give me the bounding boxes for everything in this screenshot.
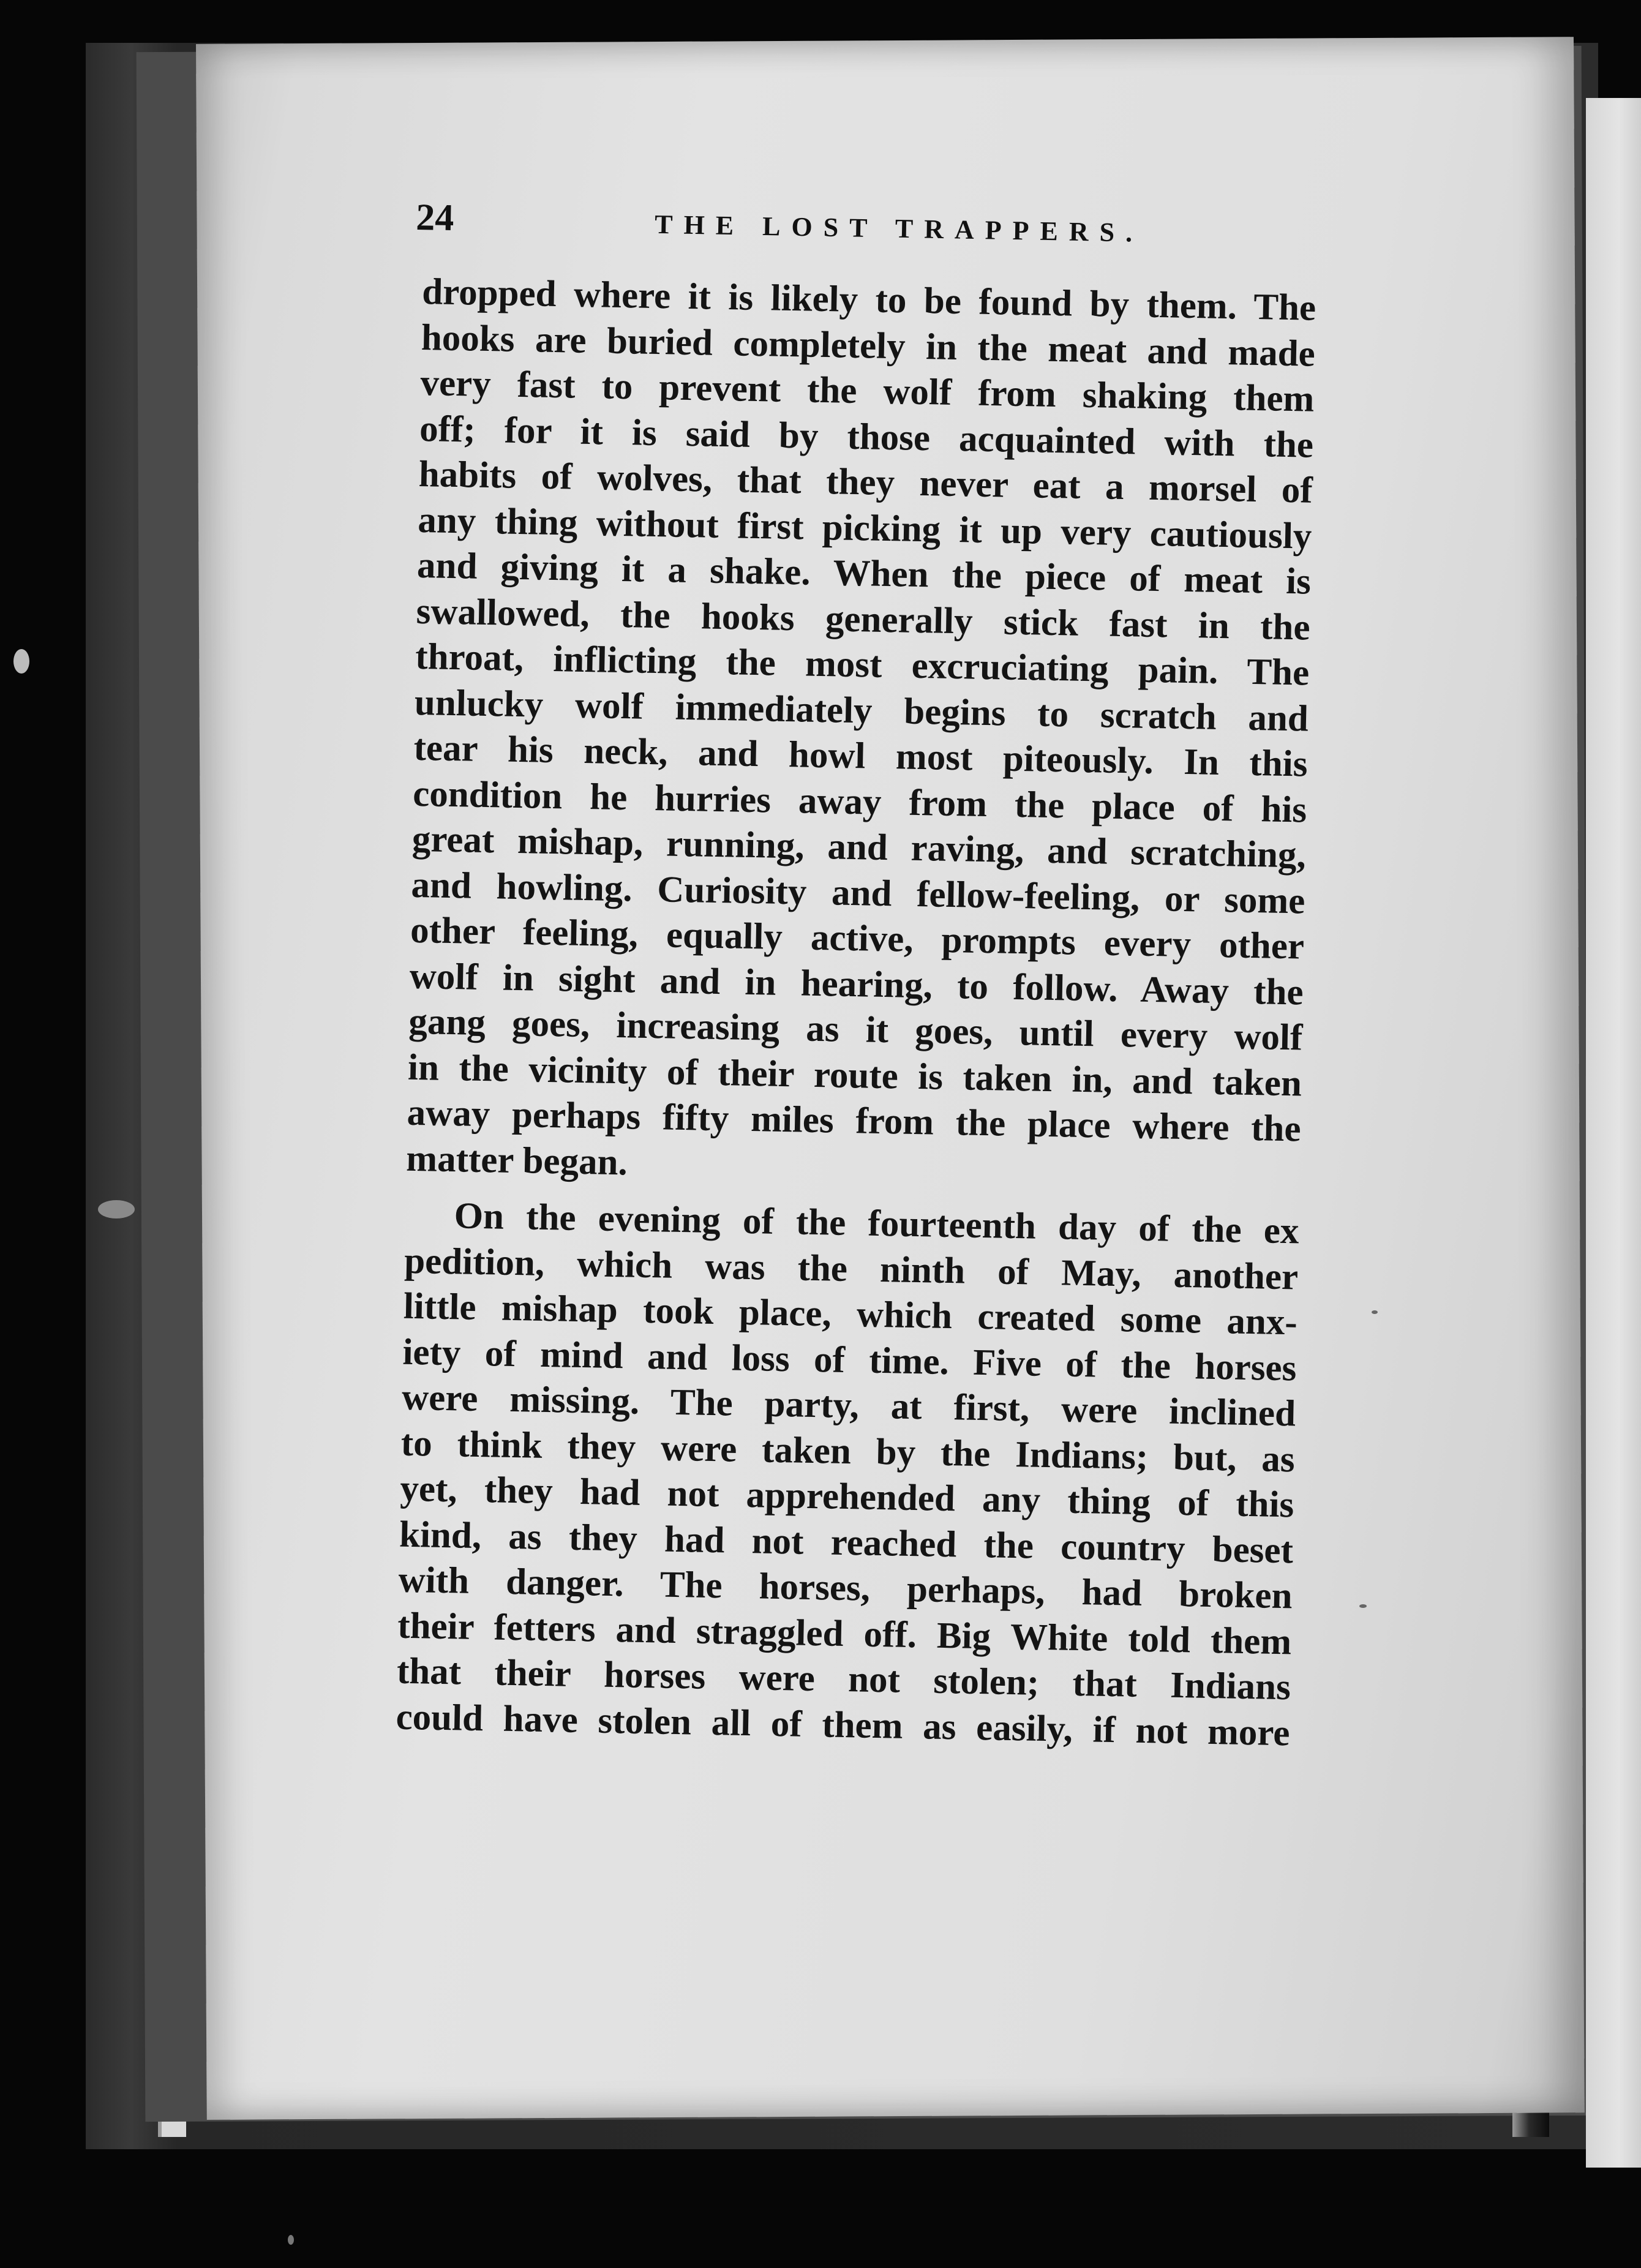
text-line: and giving it a shake. When the piece of meat is	[416, 544, 1312, 603]
text-line: were missing. The party, at first, were inclined	[401, 1376, 1296, 1435]
text-line: matter began.	[405, 1138, 628, 1183]
text-line: habits of wolves, that they never eat a morsel of	[418, 453, 1313, 511]
text-line: wolf in sight and in hearing, to follow. Away the	[409, 955, 1304, 1013]
text-line: On the evening of the fourteenth day of the ex	[454, 1195, 1300, 1252]
text-line: away perhaps fifty miles from the place where the	[407, 1092, 1302, 1150]
running-title: THE LOST TRAPPERS.	[654, 209, 1144, 248]
text-line: in the vicinity of their route is taken in, and taken	[407, 1046, 1302, 1105]
scan-speck	[13, 649, 29, 674]
text-line: with danger. The horses, perhaps, had broken	[398, 1559, 1293, 1617]
body-text	[396, 269, 1316, 1756]
text-line: off; for it is said by those acquainted with the	[419, 408, 1314, 466]
scan-speck	[288, 2235, 294, 2245]
text-line: great mishap, running, and raving, and scratching,	[411, 818, 1307, 876]
text-line: to think they were taken by the Indians; but, as	[400, 1422, 1296, 1480]
text-line: yet, they had not apprehended any thing of this	[399, 1468, 1294, 1526]
facing-page-edge	[1586, 98, 1641, 2168]
text-line: very fast to prevent the wolf from shaking them	[419, 362, 1315, 420]
text-line: condition he hurries away from the place of his	[412, 773, 1307, 831]
text-line: kind, as they had not reached the country beset	[399, 1514, 1294, 1571]
page-number: 24	[415, 196, 454, 239]
scan-speck	[1359, 1604, 1367, 1608]
text-line: that their horses were not stolen; that Indians	[396, 1650, 1291, 1708]
paragraph-1	[406, 269, 1316, 1198]
text-line: swallowed, the hooks generally stick fast in the	[416, 590, 1311, 648]
text-line: throat, inflicting the most excruciating pain. The	[415, 636, 1310, 694]
text-line: other feeling, equally active, prompts every other	[410, 909, 1305, 967]
text-line: their fetters and straggled off. Big White told them	[397, 1605, 1292, 1662]
text-line: pedition, which was the ninth of May, another	[404, 1240, 1299, 1297]
text-line: gang goes, increasing as it goes, until every wolf	[408, 1001, 1303, 1059]
text-line: unlucky wolf immediately begins to scratch and	[414, 682, 1309, 740]
text-line: iety of mind and loss of time. Five of the horses	[402, 1331, 1297, 1389]
text-line: tear his neck, and howl most piteously. In this	[413, 727, 1309, 785]
scan-speck	[1372, 1310, 1378, 1314]
scan-speck	[98, 1200, 135, 1218]
text-line: and howling. Curiosity and fellow-feeling, or some	[410, 864, 1305, 922]
text-line: hooks are buried completely in the meat and made	[421, 317, 1316, 375]
text-line: any thing without first picking it up very cautiously	[417, 499, 1312, 557]
text-line: could have stolen all of them as easily, if not more	[396, 1696, 1291, 1754]
text-line: dropped where it is likely to be found by them. The	[421, 271, 1316, 329]
text-line: little mishap took place, which created some anx-	[403, 1285, 1298, 1343]
paragraph-2	[396, 1193, 1299, 1757]
